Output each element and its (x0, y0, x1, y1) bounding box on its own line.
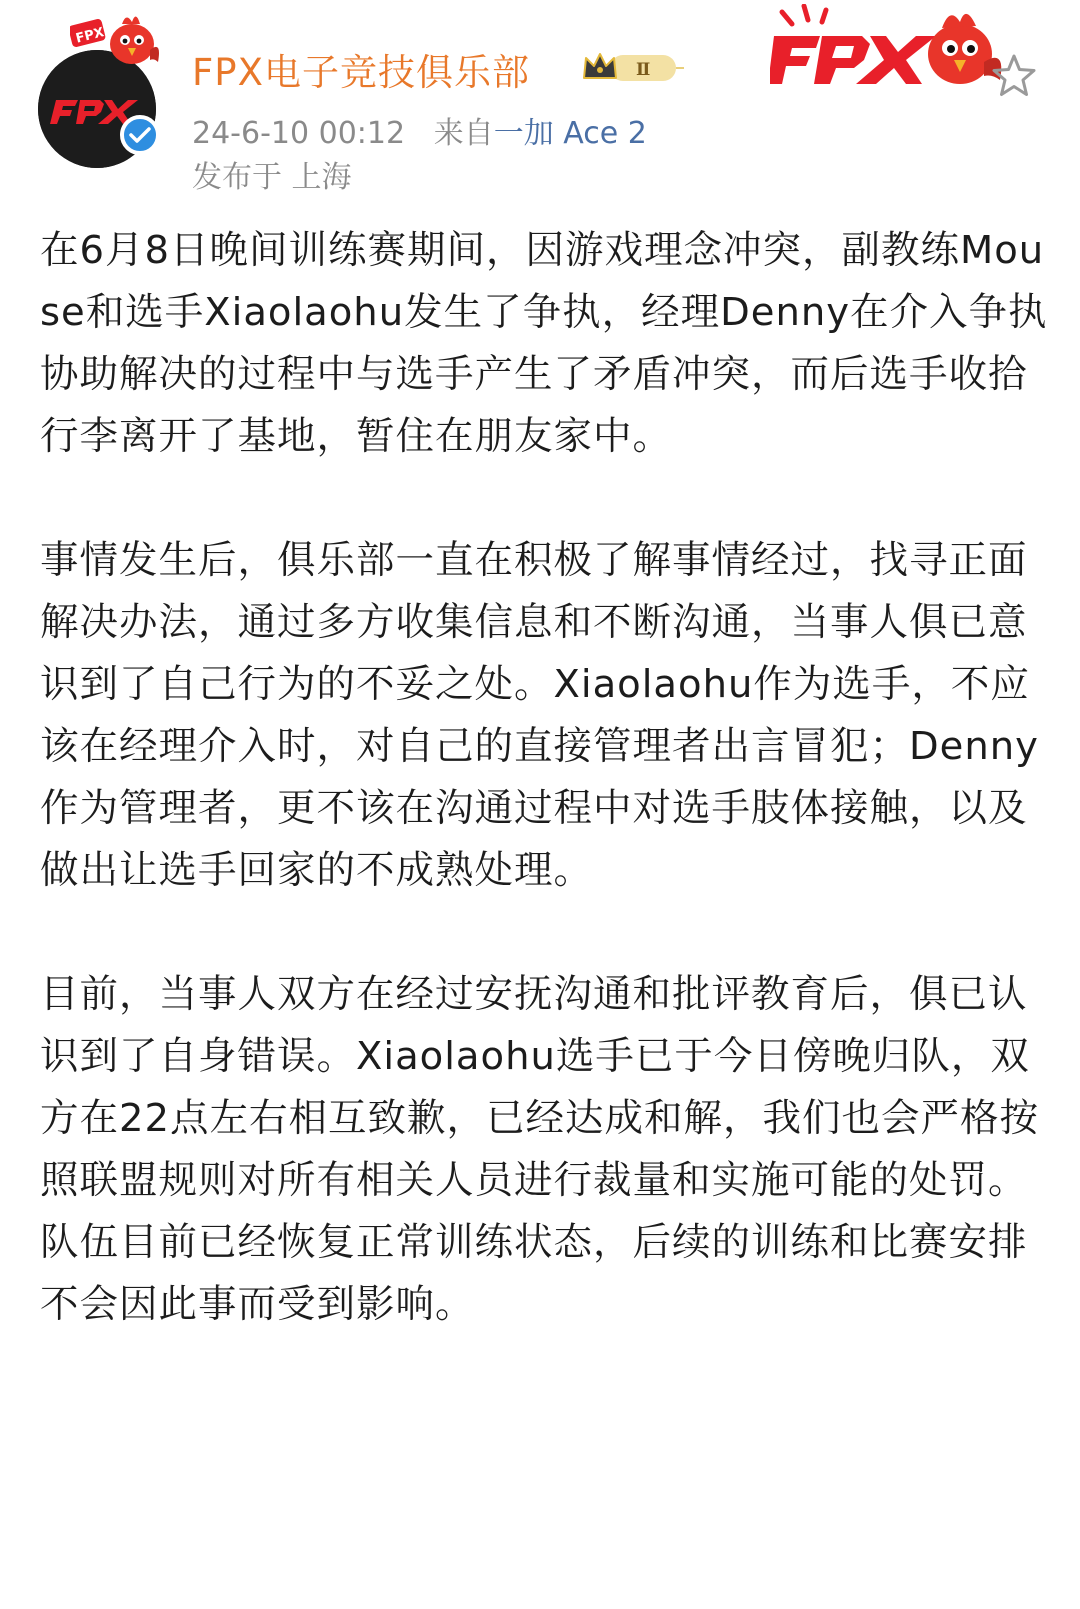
paragraph-spacer (40, 902, 1050, 964)
fpx-brand-logo (770, 4, 1010, 94)
star-outline-icon[interactable] (990, 52, 1038, 100)
account-name[interactable]: FPX电子竞技俱乐部 (192, 51, 530, 94)
crown-level-icon[interactable] (580, 48, 684, 86)
avatar[interactable] (30, 10, 170, 160)
post-header (0, 0, 1080, 215)
phoenix-mascot-icon (70, 10, 160, 80)
source-prefix: 来自 (433, 116, 494, 151)
post-paragraph-2: 事情发生后，俱乐部一直在积极了解事情经过，找寻正面解决办法，通过多方收集信息和不断沟通，当事人俱已意识到了自己行为的不妥之处。Xiaolaohu作为选手，不应该在经理介入时，对自己的直接管理者出言冒犯；Denny作为管理者，更不该在沟通过程中对选手肢体接触，以及做出让选手回家的不成熟处理。 (40, 538, 1039, 893)
post-paragraph-3: 目前，当事人双方在经过安抚沟通和批评教育后，俱已认识到了自身错误。Xiaolaohu选手已于今日傍晚归队，双方在22点左右相互致歉，已经达成和解，我们也会严格按照联盟规则对所有相关人员进行裁量和实施可能的处罚。队伍目前已经恢复正常训练状态，后续的训练和比赛安排不会因此事而受到影响。 (40, 972, 1039, 1327)
post-paragraph-1: 在6月8日晚间训练赛期间，因游戏理念冲突，副教练Mouse和选手Xiaolaohu发生了争执，经理Denny在介入争执协助解决的过程中与选手产生了矛盾冲突，而后选手收拾行李离开了基地，暂住在朋友家中。 (40, 228, 1048, 459)
avatar-sticker-text: FPX (74, 25, 106, 47)
post-meta (192, 108, 647, 152)
device-link[interactable]: 一加 Ace 2 (493, 116, 647, 151)
level-badge-text: Ⅱ (636, 60, 651, 80)
paragraph-spacer (40, 468, 1050, 530)
post-timestamp: 24-6-10 00:12 (192, 116, 406, 151)
verified-check-icon (120, 115, 160, 155)
post-body (40, 220, 1050, 1336)
post-location: 发布于 上海 (192, 160, 352, 195)
